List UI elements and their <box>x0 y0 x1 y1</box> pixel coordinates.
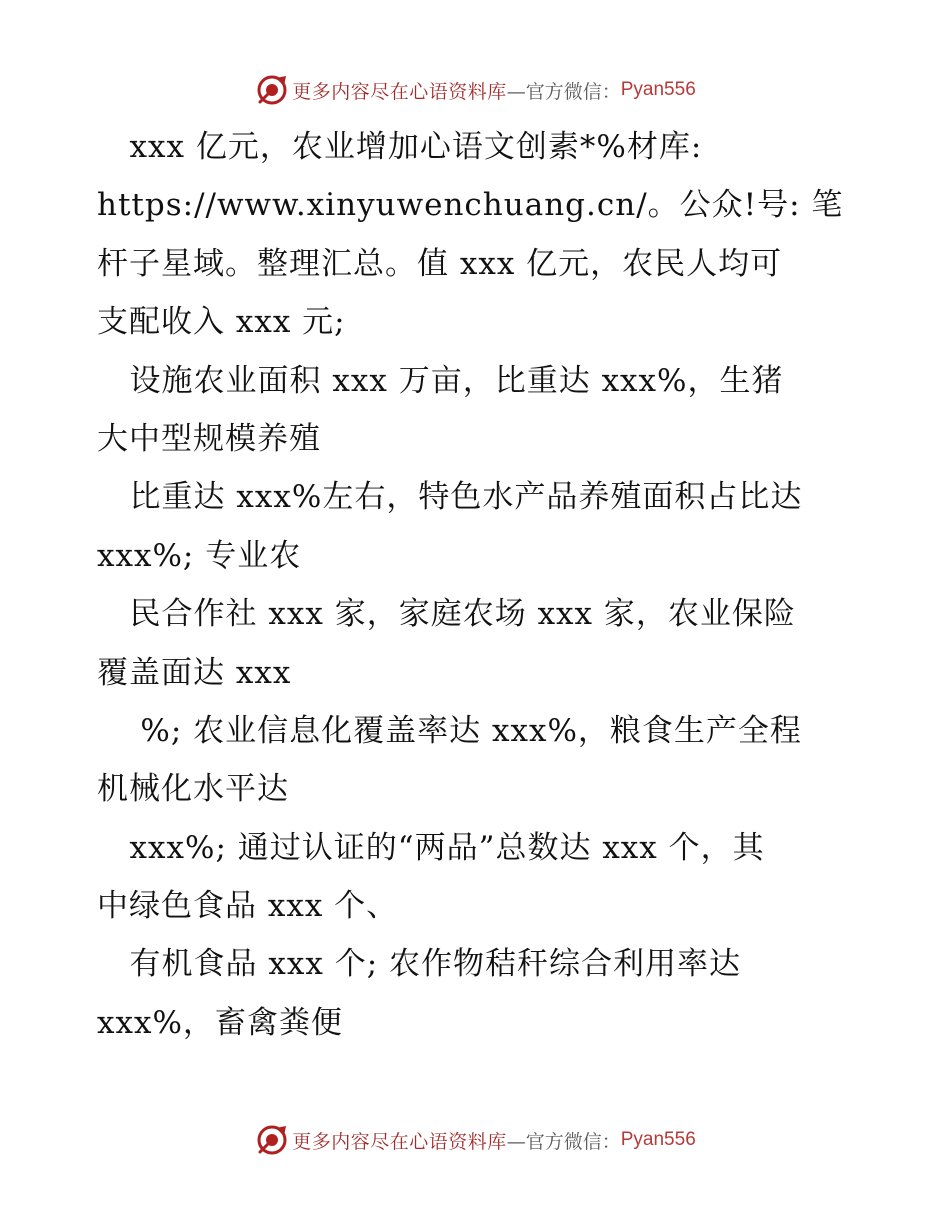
text-line: 有机食品 xxx 个; 农作物秸秆综合利用率达 <box>97 946 742 983</box>
text-line: 覆盖面达 xxx <box>97 654 292 691</box>
text-line: https://www.xinyuwenchuang.cn/。公众!号: 笔 <box>97 187 844 224</box>
text-line: 比重达 xxx%左右，特色水产品养殖面积占比达 <box>97 479 803 516</box>
header-banner-main: 更多内容尽在心语资料库 <box>292 80 507 103</box>
document-body <box>97 118 857 1052</box>
text-line: 机械化水平达 <box>97 771 289 808</box>
text-line: xxx%; 通过认证的“两品”总数达 xxx 个，其 <box>97 829 765 866</box>
text-line: 民合作社 xxx 家，家庭农场 xxx 家，农业保险 <box>97 596 796 633</box>
header-banner-sub: —官方微信： <box>506 80 621 103</box>
text-line: 大中型规模养殖 <box>97 420 321 457</box>
footer-banner-sub: —官方微信： <box>506 1130 621 1153</box>
footer-banner-main: 更多内容尽在心语资料库 <box>292 1130 507 1153</box>
text-line: 支配收入 xxx 元; <box>97 304 346 341</box>
text-line: 设施农业面积 xxx 万亩，比重达 xxx%，生猪 <box>97 362 784 399</box>
text-line: 中绿色食品 xxx 个、 <box>97 888 399 925</box>
pen-logo-icon <box>254 1122 290 1158</box>
text-line: xxx%; 专业农 <box>97 537 302 574</box>
text-line: 杆子星域。整理汇总。值 xxx 亿元，农民人均可 <box>97 245 783 282</box>
footer-banner <box>0 1120 950 1160</box>
header-banner-id: Pyan556 <box>620 79 696 100</box>
text-line: %; 农业信息化覆盖率达 xxx%，粮食生产全程 <box>97 712 802 749</box>
text-line: xxx%，畜禽粪便 <box>97 1004 343 1041</box>
footer-banner-id: Pyan556 <box>620 1129 696 1150</box>
text-line: xxx 亿元，农业增加心语文创素*%材库: <box>97 129 703 165</box>
header-banner <box>0 70 950 110</box>
pen-logo-icon <box>254 72 290 108</box>
